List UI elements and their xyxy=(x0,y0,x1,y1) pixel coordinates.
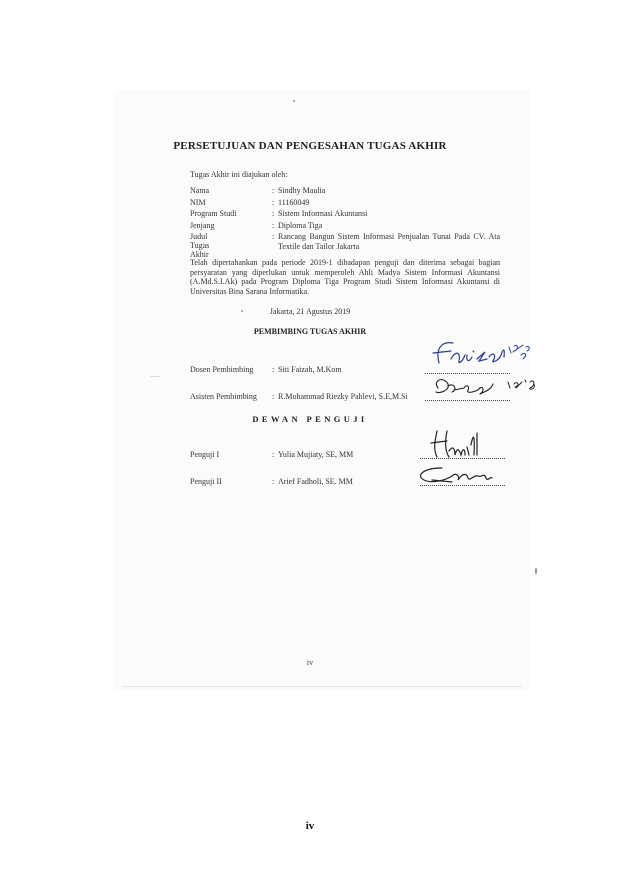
scan-speck xyxy=(150,376,160,377)
pembimbing-heading: PEMBIMBING TUGAS AKHIR xyxy=(253,327,367,336)
colon: : xyxy=(272,232,275,241)
colon: : xyxy=(272,392,275,401)
intro-text: Tugas Akhir ini diajukan oleh: xyxy=(190,170,288,179)
scan-edge xyxy=(122,686,522,687)
scanned-page-number: iv xyxy=(306,658,314,667)
colon: : xyxy=(272,198,275,207)
colon: : xyxy=(272,209,275,218)
colon: : xyxy=(272,221,275,230)
field-label: Judul Tugas Akhir xyxy=(190,232,210,259)
field-value: Diploma Tiga xyxy=(278,221,323,230)
signature-pahlevi xyxy=(430,372,545,402)
signer-name: Arief Fadholi, SE. MM xyxy=(278,477,353,486)
signer-role: Penguji I xyxy=(190,450,220,459)
field-label: Nama xyxy=(190,186,210,195)
scan-speck xyxy=(535,568,537,574)
signature-faizah xyxy=(425,337,535,373)
dewan-penguji-heading: DEWAN PENGUJI xyxy=(252,414,368,424)
colon: : xyxy=(272,450,275,459)
approval-date: Jakarta, 21 Agustus 2019 xyxy=(269,307,351,316)
colon: : xyxy=(272,365,275,374)
approval-paragraph: Telah dipertahankan pada periode 2019-1 dihadapan penguji dan diterima sebagai bagian persyaratan yang diperlukan untuk memperoleh Ahli Madya Sistem Informasi Akuntansi (A.Md.S.I.Ak) pada Program Diploma Tiga Program Studi Sistem Informasi Akuntansi di Universitas Bina Sarana Informatika. xyxy=(190,258,500,296)
signer-role: Asisten Pembimbing xyxy=(190,392,257,401)
signature-penguji-2 xyxy=(412,462,497,488)
field-value: 11160049 xyxy=(278,198,310,207)
signer-name: Siti Faizah, M.Kom xyxy=(278,365,342,374)
signature-penguji-1 xyxy=(425,425,495,461)
colon: : xyxy=(272,477,275,486)
field-value: Rancang Bangun Sistem Informasi Penjualan Tunai Pada CV. Ata Textile dan Tailor Jakarta xyxy=(278,232,500,251)
field-value: Sindhy Maulia xyxy=(278,186,326,195)
colon: : xyxy=(272,186,275,195)
signer-role: Penguji II xyxy=(190,477,222,486)
page-number: iv xyxy=(305,820,315,832)
field-label: NIM xyxy=(190,198,206,207)
page-title: PERSETUJUAN DAN PENGESAHAN TUGAS AKHIR xyxy=(173,140,447,152)
field-label: Jenjang xyxy=(190,221,215,230)
scan-speck xyxy=(293,100,295,102)
field-value: Sistem Informasi Akuntansi xyxy=(278,209,368,218)
signer-name: Yulia Mujiaty, SE, MM xyxy=(278,450,354,459)
signer-name: R.Mohammad Riezky Pahlevi, S.E,M.Si xyxy=(278,392,408,401)
field-label: Program Studi xyxy=(190,209,237,218)
signer-role: Dosen Pembimbing xyxy=(190,365,254,374)
